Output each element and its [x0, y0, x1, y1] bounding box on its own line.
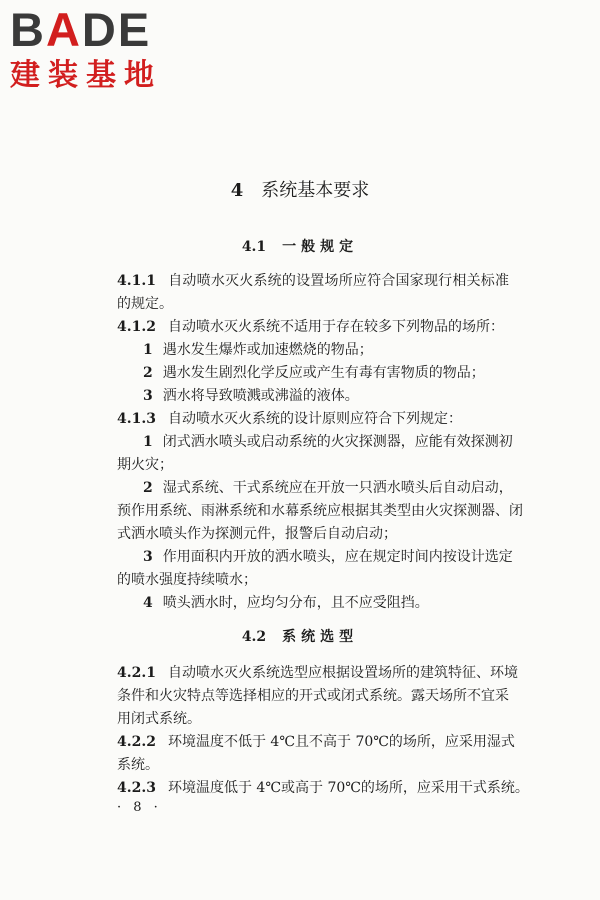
section-heading-4-2: [0, 628, 600, 646]
list-item: 1 闭式洒水喷头或启动系统的火灾探测器，应能有效探测初: [143, 434, 513, 450]
list-item: 4 喷头洒水时，应均匀分布，且不应受阻挡。: [143, 595, 429, 611]
list-item: 3 洒水将导致喷溅或沸溢的液体。: [143, 388, 359, 404]
chapter-title: 系统基本要求: [261, 180, 370, 201]
section-number: 4.1: [241, 239, 267, 255]
list-item-cont: 预作用系统、雨淋系统和水幕系统应根据其类型由火灾探测器、闭: [117, 503, 523, 519]
section-title: 一般规定: [282, 239, 359, 255]
clause-4-2-1: 4.2.1 自动喷水灭火系统选型应根据设置场所的建筑特征、环境: [117, 665, 518, 681]
logo-subtitle: 建装基地: [10, 58, 162, 93]
chapter-heading: [0, 180, 600, 202]
clause-4-2-2: 4.2.2 环境温度不低于 4℃且不高于 70℃的场所，应采用湿式: [117, 734, 515, 750]
list-item: 1 遇水发生爆炸或加速燃烧的物品；: [143, 342, 373, 358]
section-4-1-body: [117, 270, 523, 615]
list-item: 2 湿式系统、干式系统应在开放一只洒水喷头后自动启动，: [143, 480, 513, 496]
section-4-2-body: [117, 662, 529, 800]
section-number: 4.2: [241, 629, 267, 645]
watermark-logo: [10, 3, 162, 93]
clause-4-1-1: 4.1.1 自动喷水灭火系统的设置场所应符合国家现行相关标准: [117, 273, 509, 289]
clause-4-1-3: 4.1.3 自动喷水灭火系统的设计原则应符合下列规定：: [117, 411, 462, 427]
logo-brand: BADE: [10, 3, 152, 56]
clause-4-1-2: 4.1.2 自动喷水灭火系统不适用于存在较多下列物品的场所：: [117, 319, 504, 335]
list-item-cont: 式洒水喷头作为探测元件，报警后自动启动；: [117, 526, 397, 542]
list-item: 3 作用面积内开放的洒水喷头，应在规定时间内按设计选定: [143, 549, 513, 565]
page-number: · 8 ·: [117, 800, 162, 815]
section-heading-4-1: [0, 238, 600, 256]
clause-4-1-1-cont: 的规定。: [117, 296, 173, 312]
list-item-cont: 的喷水强度持续喷水；: [117, 572, 257, 588]
list-item-cont: 期火灾；: [117, 457, 173, 473]
list-item: 2 遇水发生剧烈化学反应或产生有毒有害物质的物品；: [143, 365, 485, 381]
clause-4-2-1-cont: 条件和火灾特点等选择相应的开式或闭式系统。露天场所不宜采: [117, 688, 509, 704]
clause-4-2-2-cont: 系统。: [117, 757, 159, 773]
clause-4-2-3: 4.2.3 环境温度低于 4℃或高于 70℃的场所，应采用干式系统。: [117, 780, 529, 796]
section-title: 系统选型: [282, 629, 359, 645]
clause-4-2-1-cont: 用闭式系统。: [117, 711, 201, 727]
chapter-number: 4: [230, 180, 244, 201]
